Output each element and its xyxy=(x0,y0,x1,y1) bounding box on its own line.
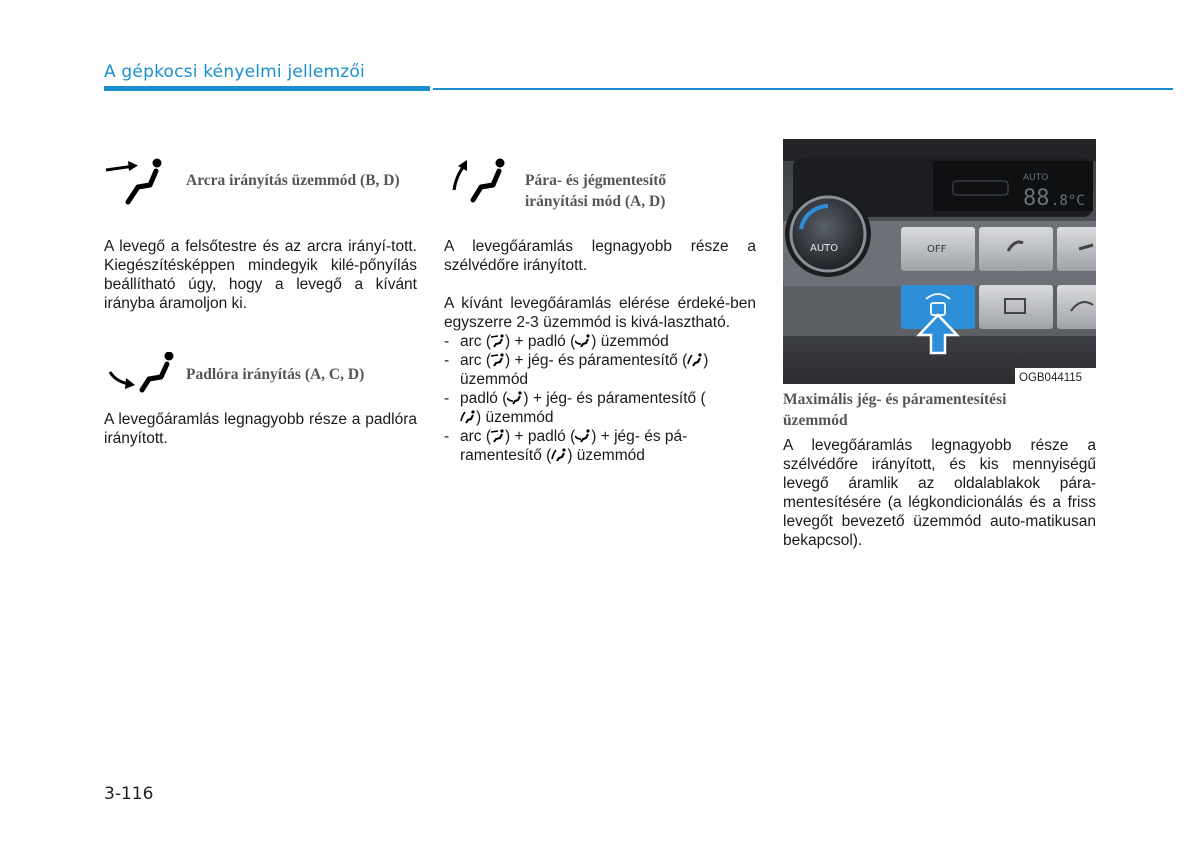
max-defrost-text: A levegőáramlás legnagyobb része a szélvédőre irányított, és kis mennyiségű levegő áramlik az oldalablakok pára-mentesítésére (a légkondicionálás és a friss levegőt bevezető üzemmód auto-matikusan bekapcsol). xyxy=(783,437,1096,549)
floor-mode-title: Padlóra irányítás (A, C, D) xyxy=(186,366,365,383)
face-vent-icon xyxy=(491,429,505,443)
floor-mode-heading xyxy=(104,352,420,394)
defrost-mode-heading xyxy=(444,158,756,212)
face-vent-icon xyxy=(491,334,505,348)
list-item: - padló ( ) + jég- és páramentesítő ( ) üzemmód xyxy=(444,390,706,426)
defrost-text-1: A levegőáramlás legnagyobb része a szélvédőre irányított. xyxy=(444,238,756,274)
floor-vent-icon xyxy=(104,352,176,394)
list-item: - arc ( ) + padló ( ) üzemmód xyxy=(444,333,669,350)
climate-panel-photo xyxy=(783,139,1096,384)
face-vent-icon xyxy=(104,158,176,206)
max-defrost-caption: Maximális jég- és páramentesítési üzemmód xyxy=(783,391,1007,429)
floor-vent-icon xyxy=(507,391,523,405)
face-vent-icon xyxy=(491,353,505,367)
floor-vent-icon xyxy=(575,429,591,443)
list-item: - arc ( ) + jég- és páramentesítő ( ) üzemmód xyxy=(444,352,709,388)
column2-body xyxy=(444,237,756,465)
floor-mode-text: A levegőáramlás legnagyobb része a padlóra irányított. xyxy=(104,411,417,447)
page-number: 3-116 xyxy=(104,784,154,804)
header-rule-thick xyxy=(104,86,430,91)
list-item: - arc ( ) + padló ( ) + jég- és pá- ramentesítő ( ) üzemmód xyxy=(444,428,688,464)
defrost-vent-icon xyxy=(551,448,567,462)
knob-label: AUTO xyxy=(810,243,839,254)
defrost-vent-icon xyxy=(444,158,510,204)
header-rule-thin xyxy=(433,88,1173,90)
image-code: OGB044115 xyxy=(1019,372,1083,384)
face-mode-title: Arcra irányítás üzemmód (B, D) xyxy=(186,172,400,189)
defrost-vent-icon xyxy=(460,410,476,424)
floor-vent-icon xyxy=(575,334,591,348)
display-unit: .8°C xyxy=(1051,193,1085,209)
combo-list xyxy=(444,332,756,465)
face-mode-text: A levegő a felsőtestre és az arcra irányí-tott. Kiegészítésképpen mindegyik kilé-pőnyílás beállítható úgy, hogy a levegő a kívánt irányba áramoljon ki. xyxy=(104,238,417,312)
defrost-mode-title: Pára- és jégmentesítő irányítási mód (A, D) xyxy=(525,172,667,210)
display-temp: 88 xyxy=(1023,186,1050,211)
off-button-label: OFF xyxy=(927,244,947,255)
defrost-text-2: A kívánt levegőáramlás elérése érdeké-ben egyszerre 2-3 üzemmód is kivá-lasztható. xyxy=(444,295,756,331)
display-auto: AUTO xyxy=(1023,173,1049,183)
face-mode-heading xyxy=(104,158,420,206)
defrost-vent-icon xyxy=(687,353,703,367)
chapter-title: A gépkocsi kényelmi jellemzői xyxy=(104,62,365,82)
